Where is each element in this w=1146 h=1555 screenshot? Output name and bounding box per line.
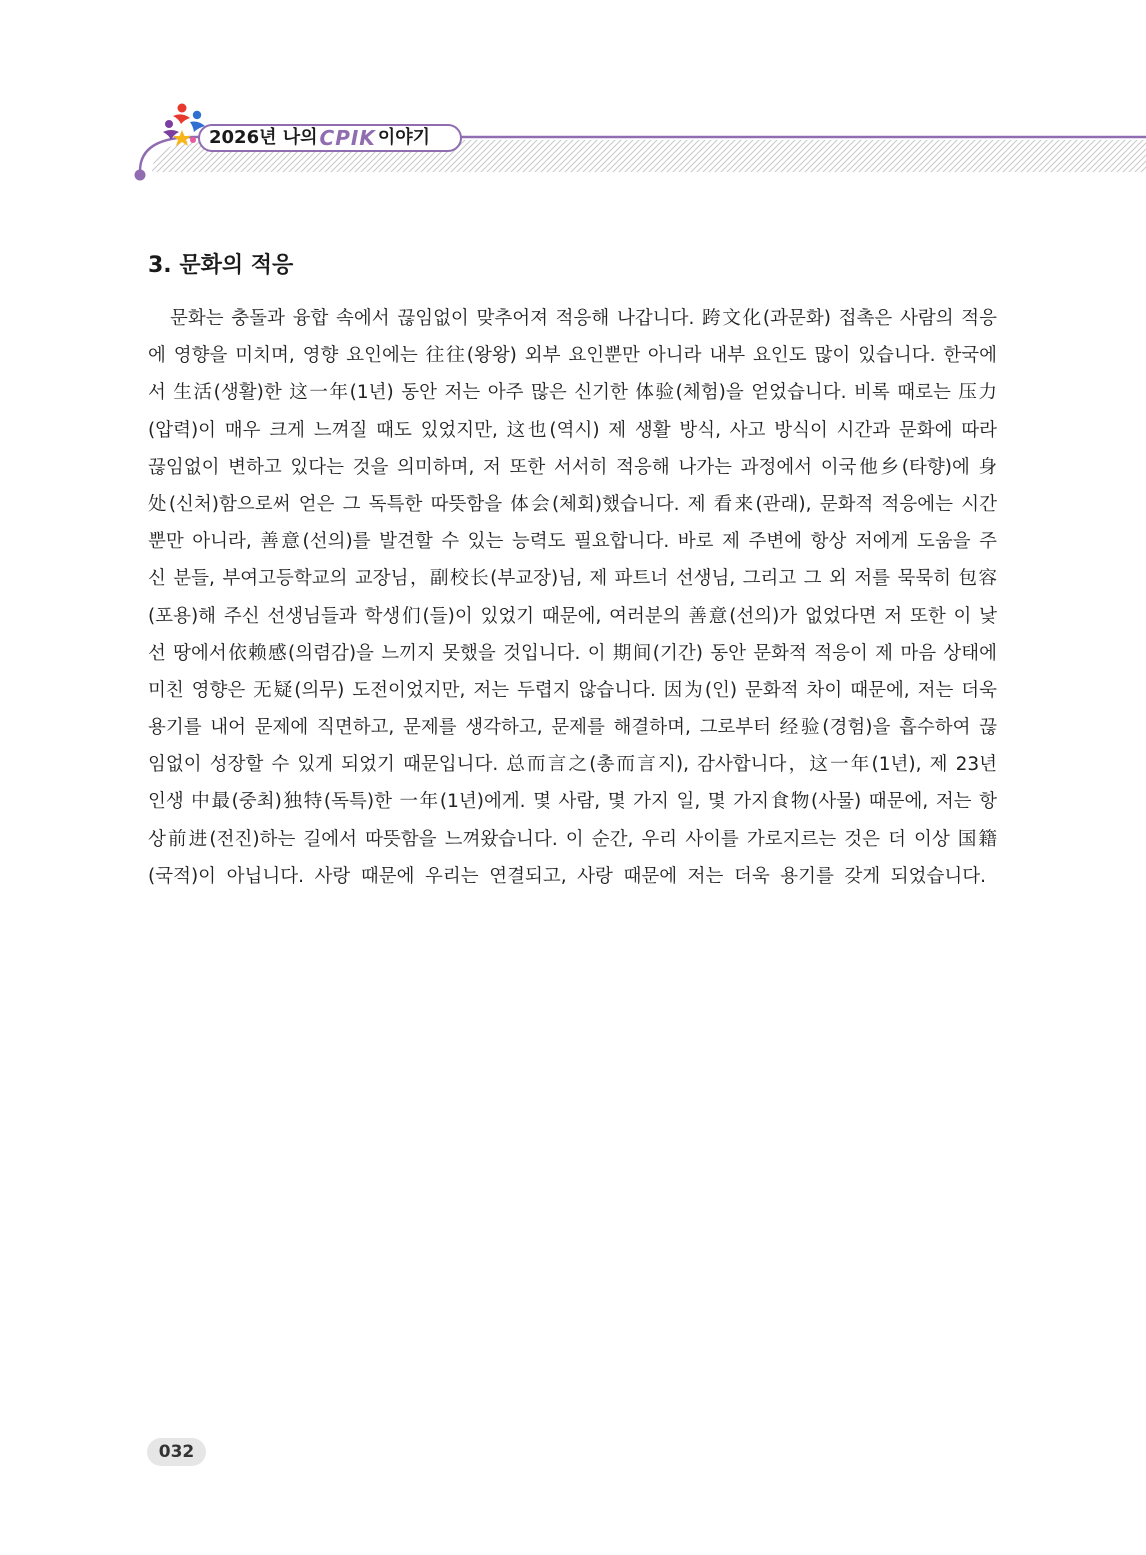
paragraph-line: 에 영향을 미치며, 영향 요인에는 往往(왕왕) 외부 요인뿐만 아니라 내부 요인도 많이 있습니다. 한국에 xyxy=(148,345,997,367)
paragraph-line: 신 분들, 부여고등학교의 교장님，副校长(부교장)님, 제 파트너 선생님, 그리고 그 외 저를 묵묵히 包容 xyxy=(148,568,997,590)
paragraph-line: 선 땅에서依赖感(의렴감)을 느끼지 못했을 것입니다. 이 期间(기간) 동안 문화적 적응이 제 마음 상태에 xyxy=(148,642,997,664)
header-title-prefix: 2026년 나의 xyxy=(209,127,318,148)
paragraph-line: 뿐만 아니라, 善意(선의)를 발견할 수 있는 능력도 필요합니다. 바로 제 주변에 항상 저에게 도움을 주 xyxy=(148,531,997,553)
body-paragraph xyxy=(148,300,997,895)
paragraph-line: 인생 中最(중최)独特(독특)한 一年(1년)에게. 몇 사람, 몇 가지 일, 몇 가지食物(사물) 때문에, 저는 항 xyxy=(148,791,997,813)
paragraph-line: (압력)이 매우 크게 느껴질 때도 있었지만, 这也(역시) 제 생활 방식, 사고 방식이 시간과 문화에 따라 xyxy=(148,419,997,441)
header-rule-dot xyxy=(135,170,146,181)
paragraph-line: (포용)해 주신 선생님들과 학생们(들)이 있었기 때문에, 여러분의 善意(선의)가 없었다면 저 또한 이 낯 xyxy=(148,605,997,627)
paragraph-line: 용기를 내어 문제에 직면하고, 문제를 생각하고, 문제를 해결하며, 그로부터 经验(경험)을 흡수하여 끊 xyxy=(148,717,997,739)
paragraph-line: 미친 영향은 无疑(의무) 도전이었지만, 저는 두렵지 않습니다. 因为(인) 문화적 차이 때문에, 저는 더욱 xyxy=(148,679,997,701)
paragraph-line: 문화는 충돌과 융합 속에서 끊임없이 맞추어져 적응해 나갑니다. 跨文化(과문화) 접촉은 사람의 적응 xyxy=(170,308,997,329)
page-number: 032 xyxy=(147,1438,206,1466)
paragraph-line: 끊임없이 변하고 있다는 것을 의미하며, 저 또한 서서히 적응해 나가는 과정에서 이국他乡(타향)에 身 xyxy=(148,456,997,478)
paragraph-line: 서 生活(생활)한 这一年(1년) 동안 저는 아주 많은 신기한 体验(체험)을 얻었습니다. 비록 때로는 压力 xyxy=(148,382,997,404)
paragraph-line: 상前进(전진)하는 길에서 따뜻함을 느껴왔습니다. 이 순간, 우리 사이를 가로지르는 것은 더 이상 国籍 xyxy=(148,828,997,850)
paragraph-line: 处(신처)함으로써 얻은 그 독특한 따뜻함을 体会(체회)했습니다. 제 看来(관래), 문화적 적응에는 시간 xyxy=(148,493,997,515)
section-heading: 3. 문화의 적응 xyxy=(148,253,294,278)
paragraph-line: (국적)이 아닙니다. 사랑 때문에 우리는 연결되고, 사랑 때문에 저는 더욱 용기를 갖게 되었습니다. xyxy=(148,865,986,887)
header-title-suffix: 이야기 xyxy=(377,127,430,148)
header-title-pill xyxy=(198,124,462,152)
paragraph-line: 임없이 성장할 수 있게 되었기 때문입니다. 总而言之(총而言지), 감사합니다，这一年(1년), 제 23년 xyxy=(148,754,997,776)
header-brand: CPIK xyxy=(319,126,376,150)
